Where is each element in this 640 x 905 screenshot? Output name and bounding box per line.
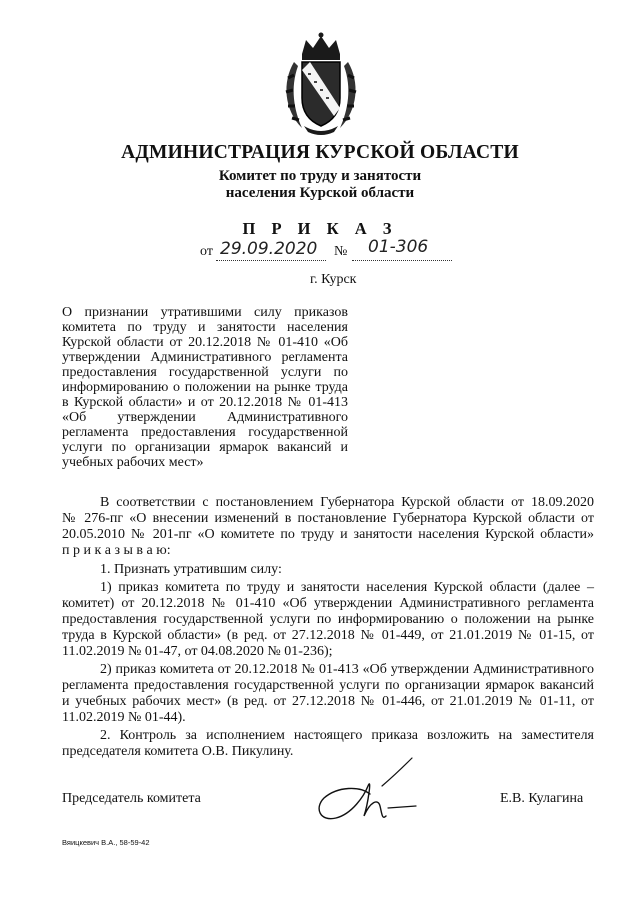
signatory-position: Председатель комитета: [62, 791, 201, 806]
body-line: 2. Контроль за исполнением настоящего приказа возложить на заместителя: [100, 728, 594, 743]
coat-of-arms-emblem: [280, 32, 362, 136]
committee-name: [0, 168, 640, 202]
subject-line: регламента предоставления государственной: [62, 425, 348, 440]
number-underline: [352, 260, 452, 261]
executor-contact: Вяицкевич В.А., 58-59-42: [62, 838, 150, 847]
subject-line: утверждении Административного регламента: [62, 350, 348, 365]
subject-line: «Об утверждении Административного: [62, 410, 348, 425]
body-line: труда в Курской области» (в ред. от 27.12.2018 № 01-449, от 21.01.2019 № 01-15, от: [62, 628, 594, 643]
subject-line: в Курской области» и от 20.12.2018 № 01-413: [62, 395, 348, 410]
subject-line: комитета по труду и занятости населения: [62, 320, 348, 335]
body-line: и учебных рабочих мест» (в ред. от 27.12.2018 № 01-446, от 21.01.2019 № 01-11, от: [62, 694, 594, 709]
body-line: № 276-пг «О внесении изменений в постановление Губернатора Курской области от: [62, 511, 594, 526]
city: г. Курск: [310, 272, 357, 287]
body-line: комитет) от 20.12.2018 № 01-410 «Об утверждении Административного регламента: [62, 596, 594, 611]
body-line: регламента предоставления государственной услуги по организации ярмарок вакансий: [62, 678, 594, 693]
handwritten-number: 01-306: [368, 237, 429, 257]
body-line: 1) приказ комитета по труду и занятости населения Курской области (далее –: [100, 580, 594, 595]
body-line: предоставления государственной услуги по информированию о положении на рынке: [62, 612, 594, 627]
date-prefix: от: [200, 244, 213, 259]
date-underline: [216, 260, 326, 261]
body-line: 11.02.2019 № 01-47, от 04.08.2020 № 01-236);: [62, 644, 333, 659]
subject-line: О признании утратившими силу приказов: [62, 305, 348, 320]
committee-line-1: Комитет по труду и занятости: [218, 168, 422, 184]
order-title: П Р И К А З: [242, 219, 398, 238]
subject-line: Курской области от 20.12.2018 № 01-410 «Об: [62, 335, 348, 350]
handwritten-signature: [308, 756, 418, 828]
body-line: В соответствии с постановлением Губернатора Курской области от 18.09.2020: [100, 495, 594, 510]
handwritten-date: 29.09.2020: [220, 239, 318, 259]
order-date-number-line: [200, 237, 460, 265]
signatory-name: Е.В. Кулагина: [500, 791, 584, 806]
subject-line: услуги по организации ярмарок вакансий и: [62, 440, 348, 455]
subject-line: информированию о положении на рынке труда: [62, 380, 348, 395]
subject-line: учебных рабочих мест»: [62, 455, 204, 470]
subject-line: предоставления государственной услуги по: [62, 365, 348, 380]
number-prefix: №: [334, 244, 348, 259]
body-line: 20.05.2010 № 201-пг «О комитете по труду и занятости населения Курской области»: [62, 527, 594, 542]
organization-header: АДМИНИСТРАЦИЯ КУРСКОЙ ОБЛАСТИ: [121, 142, 519, 163]
body-line: 11.02.2019 № 01-44).: [62, 710, 186, 725]
body-line: 1. Признать утратившим силу:: [100, 562, 282, 577]
body-line: председателя комитета О.В. Пикулину.: [62, 744, 294, 759]
body-line: п р и к а з ы в а ю:: [62, 543, 171, 558]
committee-line-2: населения Курской области: [225, 185, 415, 201]
body-line: 2) приказ комитета от 20.12.2018 № 01-413 «Об утверждении Административного: [100, 662, 594, 677]
